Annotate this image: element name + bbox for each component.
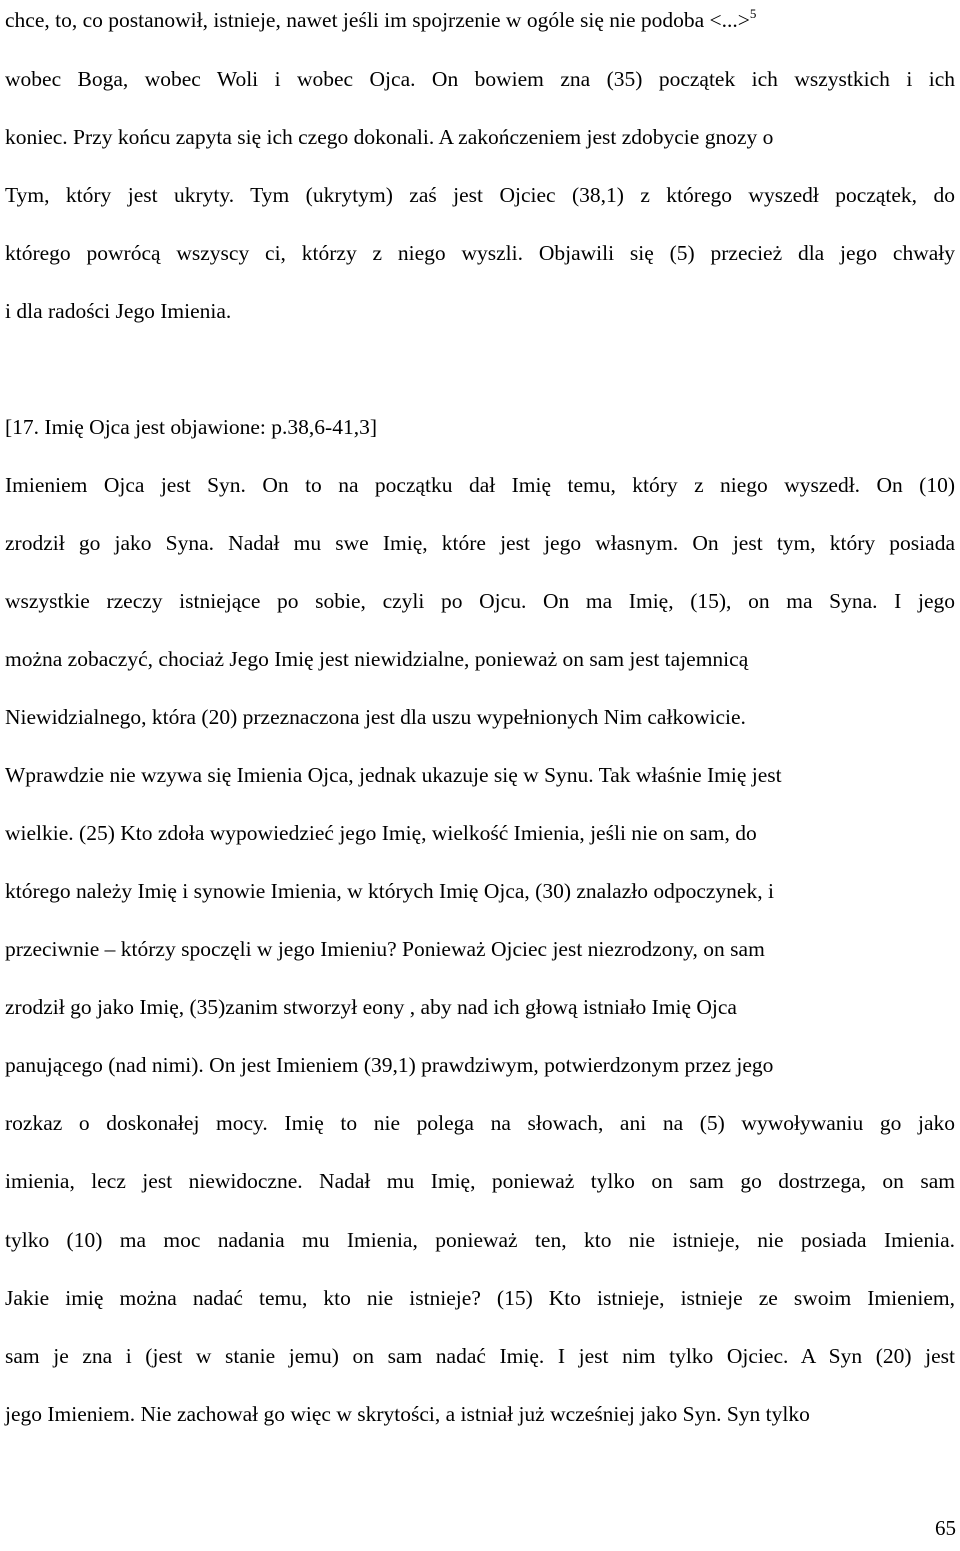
text-line: wobec Boga, wobec Woli i wobec Ojca. On bowiem zna (35) początek ich wszystkich i ich bbox=[5, 67, 955, 91]
text-line: Imieniem Ojca jest Syn. On to na początku dał Imię temu, który z niego wyszedł. On (10) bbox=[5, 473, 955, 497]
text-line: Jakie imię można nadać temu, kto nie istnieje? (15) Kto istnieje, istnieje ze swoim Imieniem, bbox=[5, 1286, 955, 1310]
text-line: którego powrócą wszyscy ci, którzy z niego wyszli. Objawili się (5) przecież dla jego chwały bbox=[5, 241, 955, 265]
section-heading: [17. Imię Ojca jest objawione: p.38,6-41,3] bbox=[5, 415, 377, 439]
text-line: którego należy Imię i synowie Imienia, w których Imię Ojca, (30) znalazło odpoczynek, i bbox=[5, 879, 774, 903]
text-line-content: chce, to, co postanowił, istnieje, nawet jeśli im spojrzenie w ogóle się nie podoba <...> bbox=[5, 8, 750, 32]
text-line: panującego (nad nimi). On jest Imieniem (39,1) prawdziwym, potwierdzonym przez jego bbox=[5, 1053, 774, 1077]
text-line: zrodził go jako Imię, (35)zanim stworzył eony , aby nad ich głową istniało Imię Ojca bbox=[5, 995, 737, 1019]
page-number: 65 bbox=[935, 1516, 956, 1540]
text-line: tylko (10) ma moc nadania mu Imienia, ponieważ ten, kto nie istnieje, nie posiada Imienia. bbox=[5, 1228, 955, 1252]
text-line: jego Imieniem. Nie zachował go więc w skrytości, a istniał już wcześniej jako Syn. Syn tylko bbox=[5, 1402, 810, 1426]
text-line bbox=[5, 7, 756, 33]
text-line: przeciwnie – którzy spoczęli w jego Imieniu? Ponieważ Ojciec jest niezrodzony, on sam bbox=[5, 937, 765, 961]
text-line: sam je zna i (jest w stanie jemu) on sam nadać Imię. I jest nim tylko Ojciec. A Syn (20) jest bbox=[5, 1344, 955, 1368]
text-line: wielkie. (25) Kto zdoła wypowiedzieć jego Imię, wielkość Imienia, jeśli nie on sam, do bbox=[5, 821, 757, 845]
text-line: można zobaczyć, chociaż Jego Imię jest niewidzialne, ponieważ on sam jest tajemnicą bbox=[5, 647, 749, 671]
footnote-reference: 5 bbox=[749, 6, 757, 21]
text-line: koniec. Przy końcu zapyta się ich czego dokonali. A zakończeniem jest zdobycie gnozy o bbox=[5, 125, 774, 149]
text-line: zrodził go jako Syna. Nadał mu swe Imię, które jest jego własnym. On jest tym, który posiada bbox=[5, 531, 955, 555]
text-line: Niewidzialnego, która (20) przeznaczona jest dla uszu wypełnionych Nim całkowicie. bbox=[5, 705, 746, 729]
text-line: Tym, który jest ukryty. Tym (ukrytym) zaś jest Ojciec (38,1) z którego wyszedł początek, do bbox=[5, 183, 955, 207]
text-line: wszystkie rzeczy istniejące po sobie, czyli po Ojcu. On ma Imię, (15), on ma Syna. I jego bbox=[5, 589, 955, 613]
text-line: i dla radości Jego Imienia. bbox=[5, 299, 232, 323]
text-line: rozkaz o doskonałej mocy. Imię to nie polega na słowach, ani na (5) wywoływaniu go jako bbox=[5, 1111, 955, 1135]
text-line: Wprawdzie nie wzywa się Imienia Ojca, jednak ukazuje się w Synu. Tak właśnie Imię jest bbox=[5, 763, 782, 787]
text-line: imienia, lecz jest niewidoczne. Nadał mu Imię, ponieważ tylko on sam go dostrzega, on sam bbox=[5, 1169, 955, 1193]
